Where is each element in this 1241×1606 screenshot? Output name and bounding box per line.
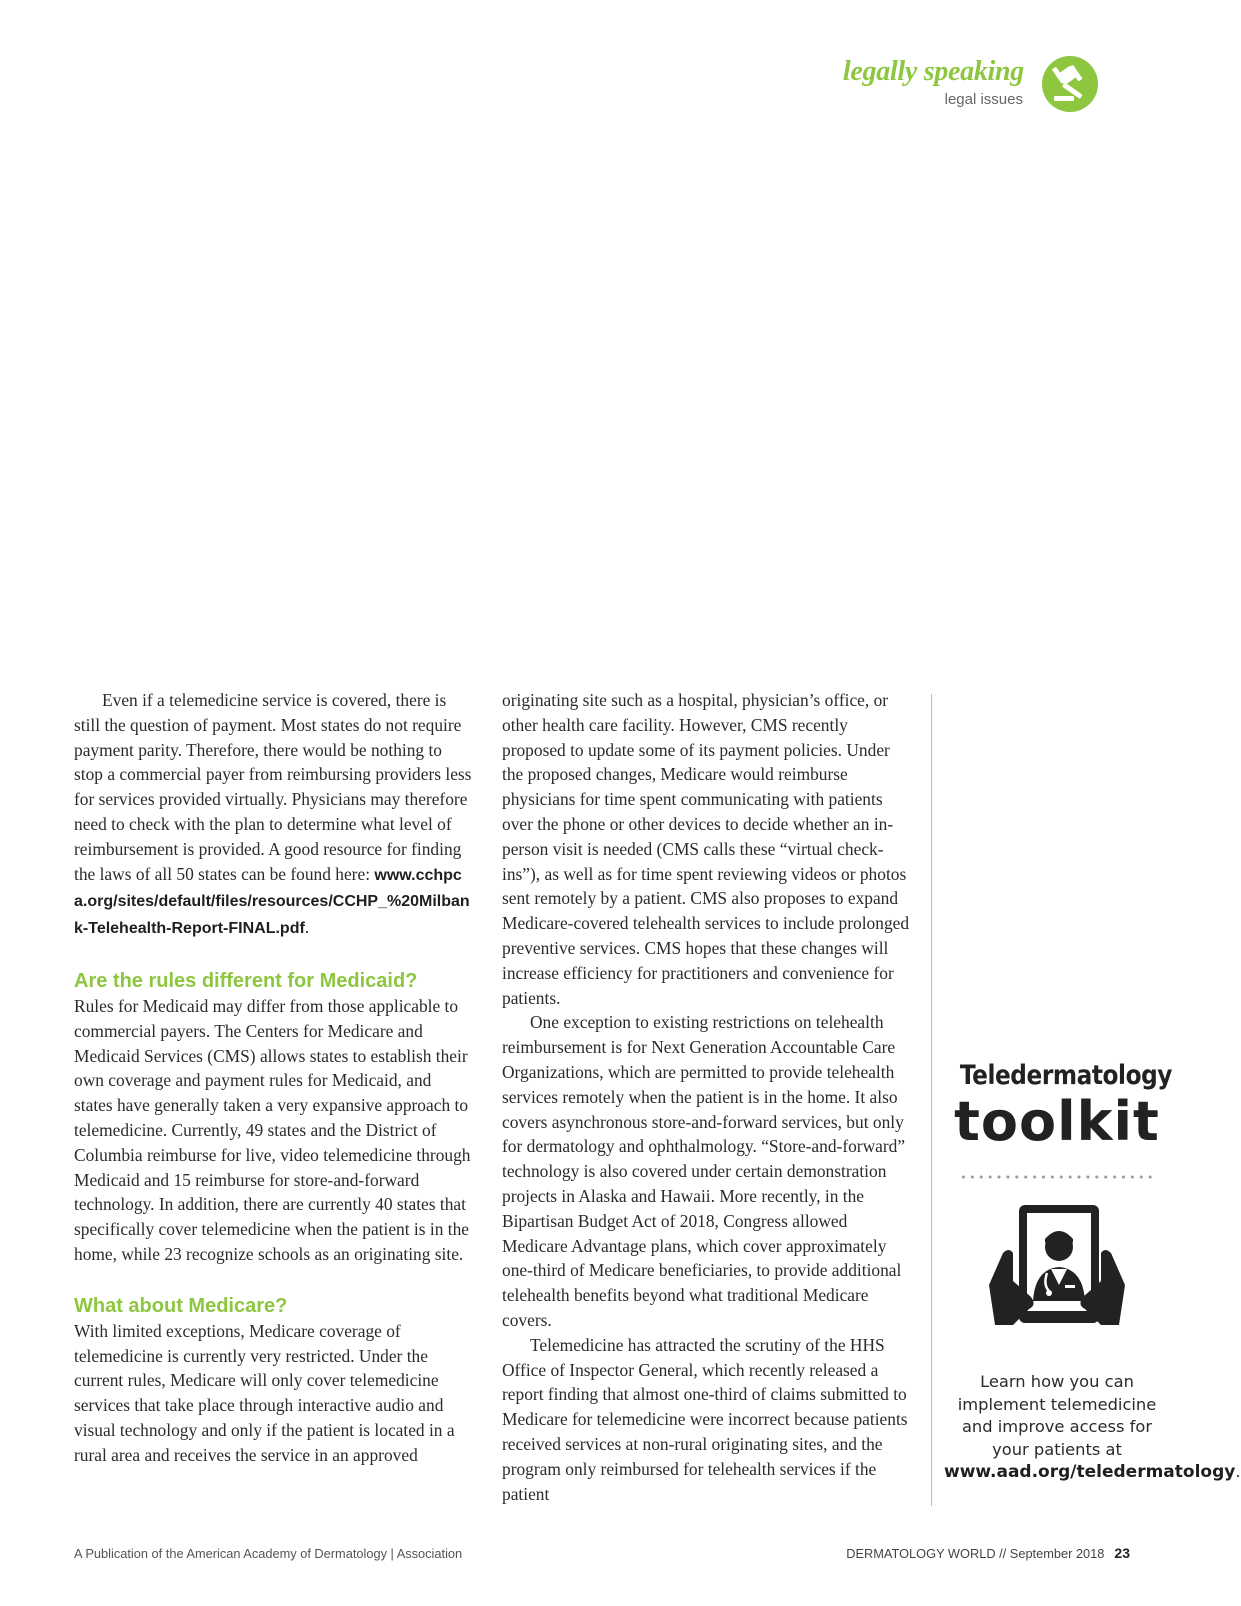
medicaid-subheading: Are the rules different for Medicaid? (74, 969, 418, 992)
dotted-divider (959, 1175, 1155, 1179)
paragraph-text: Even if a telemedicine service is covered, there is still the question of payment. Most states do not require payment parity. Therefore, there would be nothing to stop a commercial payer from reimbursing providers less for services provided virtually. Physicians may therefore need to check with the plan to determine what level of reimbursement is provided. A good resource for finding the laws of all 50 states can be found here: (74, 690, 472, 884)
paragraph: One exception to existing restrictions on telehealth reimbursement is for Next Generation Accountable Care Organizations, which are permitted to provide telehealth services remotely when the patient is in the home. It also covers asynchronous store-and-forward services, but only for dermatology and ophthalmology. “Store-and-forward” technology is also covered under certain demonstration projects in Alaska and Hawaii. More recently, in the Bipartisan Budget Act of 2018, Congress allowed Medicare Advantage plans, which cover approximately one-third of Medicare beneficiaries, to provide additional telehealth benefits beyond what traditional Medicare covers. (502, 1012, 906, 1330)
magazine-issue: DERMATOLOGY WORLD // September 2018 (846, 1546, 1105, 1561)
sidebar-body-text: Learn how you can implement telemedicine and improve access for your patients at (957, 1372, 1157, 1459)
page-number: 23 (1114, 1545, 1130, 1561)
section-title: legally speaking (842, 56, 1024, 87)
column-divider (931, 694, 932, 1506)
article-column-2 (502, 688, 912, 1506)
paragraph: Telemedicine has attracted the scrutiny of the HHS Office of Inspector General, which recently released a report finding that almost one-third of claims submitted to Medicare for telemedicine were incorrect because patients received services at non-rural originating sites, and the program only reimbursed for telehealth services if the patient (502, 1334, 908, 1504)
medicare-subheading: What about Medicare? (74, 1294, 288, 1317)
section-header (800, 56, 1200, 116)
toolkit-sidebar (944, 1060, 1241, 1484)
footer-right (846, 1545, 1130, 1561)
paragraph: originating site such as a hospital, physician’s office, or other health care facility. However, CMS recently proposed to update some of its payment policies. Under the proposed changes, Medicare would reimburse physicians for time spent communicating with patients over the phone or other devices to decide whether an in-person visit is needed (CMS calls these “virtual check-ins”), as well as for time spent reviewing videos or photos sent remotely by a patient. CMS also proposes to expand Medicare-covered telehealth services to include prolonged preventive services. CMS hopes that these changes will increase efficiency for practitioners and convenience for patients. (502, 690, 910, 1008)
paragraph-end: . (304, 917, 310, 938)
article-column-1 (74, 688, 474, 1468)
sidebar-title: Teledermatology (959, 1060, 1172, 1091)
gavel-icon (1042, 56, 1098, 112)
paragraph: Rules for Medicaid may differ from those applicable to commercial payers. The Centers for Medicare and Medicaid Services (CMS) allows states to establish their own coverage and payment rules for Medicaid, and states have generally taken a very expansive approach to telemedicine. Currently, 49 states and the District of Columbia reimburse for live, video telemedicine through Medicaid and 15 reimburse for store-and-forward technology. In addition, there are currently 40 states that specifically cover telemedicine when the patient is in the home, while 23 recognize schools as an originating site. (74, 995, 471, 1264)
sidebar-title-large: toolkit (954, 1090, 1160, 1153)
paragraph (74, 688, 474, 942)
tablet-doctor-icon (987, 1201, 1127, 1331)
sidebar-body-end: . (1235, 1462, 1241, 1481)
publication-credit: A Publication of the American Academy of Dermatology | Association (74, 1546, 463, 1561)
sidebar-body (944, 1371, 1241, 1484)
section-subtitle: legal issues (944, 91, 1023, 108)
paragraph: With limited exceptions, Medicare coverage of telemedicine is currently very restricted. Under the current rules, Medicare will only cover telemedicine services that take place through interactive audio and visual technology and only if the patient is located in a rural area and receives the service in an approved (74, 1320, 455, 1465)
cchp-report-link[interactable]: www.cchpca.org/sites/default/files/resources/CCHP_%20Milbank-Telehealth-Report-FINAL.pdf (74, 866, 470, 938)
aad-teledermatology-link[interactable]: www.aad.org/teledermatology (944, 1462, 1236, 1482)
